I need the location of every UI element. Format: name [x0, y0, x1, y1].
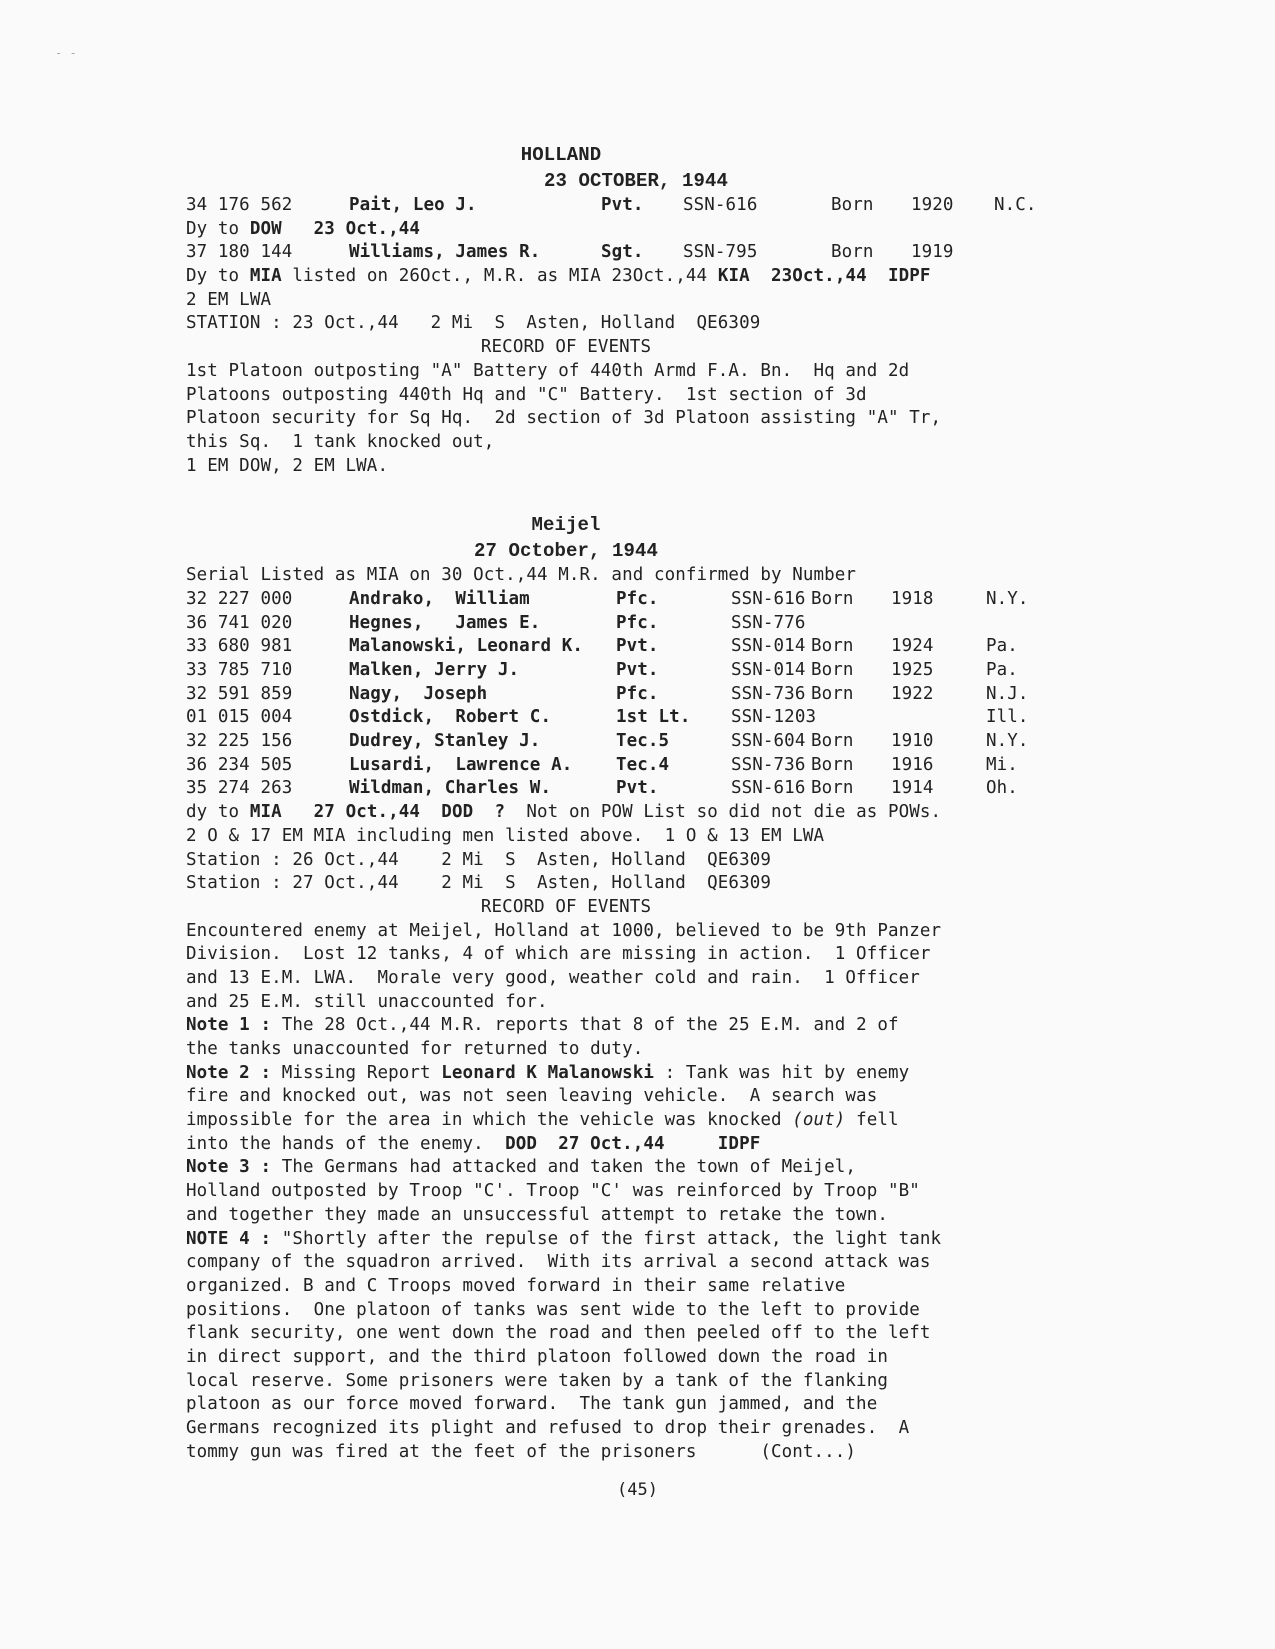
cell-year: 1925	[891, 660, 934, 680]
cell-state: Oh.	[986, 778, 1018, 799]
note-2: Note 2 : Missing Report Leonard K Malanowski : Tank was hit by enemy	[186, 1062, 910, 1083]
section-place-meijel: Meijel	[531, 514, 601, 537]
roe-line: Platoons outposting 440th Hq and "C" Battery. 1st section of 3d	[186, 384, 867, 405]
cell-born: Born	[811, 731, 854, 752]
cell-rank: Pfc.	[616, 683, 659, 704]
cell-serial: 32 591 859	[186, 683, 293, 704]
cell-year: 1916	[891, 754, 934, 775]
cell-ssn: SSN-736	[731, 683, 806, 704]
cell-serial: 35 274 263	[186, 778, 293, 799]
cell-ssn: SSN-1203	[731, 707, 817, 728]
cell-born: Born	[811, 660, 854, 680]
roster-table	[186, 588, 1086, 801]
roe-line: 1st Platoon outposting "A" Battery of 440th Armd F.A. Bn. Hq and 2d	[186, 360, 910, 381]
cell-ssn: SSN-014	[731, 660, 806, 680]
station-line: Station : 26 Oct.,44 2 Mi S Asten, Holland QE6309	[186, 849, 771, 870]
cell-serial: 36 741 020	[186, 612, 293, 633]
note-line: Holland outposted by Troop "C'. Troop "C' was reinforced by Troop "B"	[186, 1181, 920, 1202]
cell-rank: Tec.4	[616, 754, 670, 775]
table-row	[186, 612, 1086, 636]
cell-year: 1914	[891, 778, 934, 799]
corner-mark: - -	[55, 46, 77, 60]
cell-year: 1918	[891, 588, 934, 609]
record-of-events-heading: RECORD OF EVENTS	[480, 896, 652, 917]
table-row	[186, 730, 1086, 754]
note-line: impossible for the area in which the vehicle was knocked (out) fell	[186, 1110, 899, 1131]
document-page	[186, 142, 1086, 1464]
status-line: Dy to MIA listed on 26Oct., M.R. as MIA 23Oct.,44 KIA 23Oct.,44 IDPF	[186, 266, 931, 287]
section-date-2: 27 October, 1944	[473, 540, 659, 563]
cell-state: Mi.	[986, 754, 1018, 775]
note-line: fire and knocked out, was not seen leaving vehicle. A search was	[186, 1086, 878, 1107]
cell-name: Ostdick, Robert C.	[349, 707, 552, 728]
note-line: and together they made an unsuccessful attempt to retake the town.	[186, 1204, 888, 1225]
cell-name: Dudrey, Stanley J.	[349, 731, 541, 752]
soldier-row: 37 180 144 Williams, James R. Sgt. SSN-795 Born 1919	[186, 242, 954, 263]
roe-line: Encountered enemy at Meijel, Holland at 1000, believed to be 9th Panzer	[186, 920, 942, 941]
note-line: positions. One platoon of tanks was sent wide to the left to provide	[186, 1299, 920, 1320]
cell-serial: 36 234 505	[186, 754, 293, 775]
note-line: local reserve. Some prisoners were taken by a tank of the flanking	[186, 1370, 888, 1391]
table-row	[186, 777, 1086, 801]
roe-line: and 25 E.M. still unaccounted for.	[186, 991, 548, 1012]
note-line: company of the squadron arrived. With its arrival a second attack was	[186, 1252, 931, 1273]
cell-serial: 33 680 981	[186, 636, 293, 657]
cell-state: N.J.	[986, 683, 1029, 704]
note-line: tommy gun was fired at the feet of the prisoners (Cont...)	[186, 1441, 857, 1462]
note-line: platoon as our force moved forward. The tank gun jammed, and the	[186, 1394, 878, 1415]
cell-rank: Pfc.	[616, 612, 659, 633]
cell-year: 1922	[891, 683, 934, 704]
cell-state: Ill.	[986, 707, 1029, 728]
note-1: Note 1 : The 28 Oct.,44 M.R. reports that 8 of the 25 E.M. and 2 of	[186, 1015, 899, 1036]
cell-serial: 33 785 710	[186, 660, 293, 680]
note-line: into the hands of the enemy. DOD 27 Oct.,44 IDPF	[186, 1133, 761, 1154]
cell-state: N.Y.	[986, 731, 1029, 752]
cell-rank: Tec.5	[616, 731, 670, 752]
cell-rank: Pvt.	[616, 660, 659, 680]
cell-name: Malanowski, Leonard K.	[349, 636, 583, 657]
cell-name: Wildman, Charles W.	[349, 778, 552, 799]
cell-ssn: SSN-616	[731, 778, 806, 799]
cell-ssn: SSN-604	[731, 731, 806, 752]
note-line: flank security, one went down the road and then peeled off to the left	[186, 1323, 931, 1344]
cell-year: 1924	[891, 636, 934, 657]
cell-serial: 01 015 004	[186, 707, 293, 728]
cell-serial: 32 225 156	[186, 731, 293, 752]
record-of-events-heading: RECORD OF EVENTS	[480, 337, 652, 358]
cell-rank: Pfc.	[616, 588, 659, 609]
note-line: the tanks unaccounted for returned to duty.	[186, 1039, 644, 1059]
cell-born: Born	[811, 636, 854, 657]
cell-name: Malken, Jerry J.	[349, 660, 520, 680]
section-date-1: 23 OCTOBER, 1944	[543, 170, 729, 192]
table-row	[186, 635, 1086, 659]
table-row	[186, 706, 1086, 730]
cell-rank: 1st Lt.	[616, 707, 691, 728]
cell-born: Born	[811, 588, 854, 609]
cell-ssn: SSN-776	[731, 612, 806, 633]
status-line: Dy to DOW 23 Oct.,44	[186, 218, 421, 239]
cell-state: Pa.	[986, 660, 1018, 680]
table-row	[186, 683, 1086, 707]
cell-ssn: SSN-014	[731, 636, 806, 657]
cell-state: Pa.	[986, 636, 1018, 657]
roe-line: this Sq. 1 tank knocked out,	[186, 431, 495, 452]
cell-ssn: SSN-616	[731, 588, 806, 609]
note-line: Germans recognized its plight and refused to drop their grenades. A	[186, 1418, 910, 1438]
cell-name: Hegnes, James E.	[349, 612, 541, 633]
roe-line: 1 EM DOW, 2 EM LWA.	[186, 455, 389, 476]
cell-year: 1910	[891, 731, 934, 752]
cell-ssn: SSN-736	[731, 754, 806, 775]
note-line: in direct support, and the third platoon followed down the road in	[186, 1346, 888, 1367]
section-place-holland: HOLLAND	[520, 144, 602, 166]
cell-state: N.Y.	[986, 588, 1029, 609]
table-row	[186, 659, 1086, 683]
note-3: Note 3 : The Germans had attacked and taken the town of Meijel,	[186, 1157, 857, 1178]
station-line: Station : 27 Oct.,44 2 Mi S Asten, Holland QE6309	[186, 873, 771, 894]
lwa-line: 2 EM LWA	[186, 289, 272, 310]
roe-line: Platoon security for Sq Hq. 2d section of 3d Platoon assisting "A" Tr,	[186, 408, 942, 429]
station-line: STATION : 23 Oct.,44 2 Mi S Asten, Holland QE6309	[186, 313, 761, 334]
cell-name: Lusardi, Lawrence A.	[349, 754, 573, 775]
roe-line: Division. Lost 12 tanks, 4 of which are missing in action. 1 Officer	[186, 944, 931, 965]
cell-name: Nagy, Joseph	[349, 683, 488, 704]
note-line: organized. B and C Troops moved forward in their same relative	[186, 1275, 846, 1296]
status-line: dy to MIA 27 Oct.,44 DOD ? Not on POW List so did not die as POWs.	[186, 802, 942, 823]
cell-rank: Pvt.	[616, 778, 659, 799]
cell-born: Born	[811, 754, 854, 775]
cell-serial: 32 227 000	[186, 588, 293, 609]
soldier-row: 34 176 562 Pait, Leo J. Pvt. SSN-616 Born 1920 N.C.	[186, 195, 1037, 215]
cell-born: Born	[811, 778, 854, 799]
page-number: (45)	[617, 1480, 658, 1500]
table-row	[186, 754, 1086, 778]
cell-name: Andrako, William	[349, 588, 530, 609]
note-4: NOTE 4 : "Shortly after the repulse of the first attack, the light tank	[186, 1228, 942, 1249]
roe-line: and 13 E.M. LWA. Morale very good, weather cold and rain. 1 Officer	[186, 967, 920, 988]
cell-rank: Pvt.	[616, 636, 659, 657]
list-intro: Serial Listed as MIA on 30 Oct.,44 M.R. and confirmed by Number	[186, 565, 857, 586]
cell-born: Born	[811, 683, 854, 704]
mia-line: 2 O & 17 EM MIA including men listed above. 1 O & 13 EM LWA	[186, 825, 825, 846]
table-row	[186, 588, 1086, 612]
